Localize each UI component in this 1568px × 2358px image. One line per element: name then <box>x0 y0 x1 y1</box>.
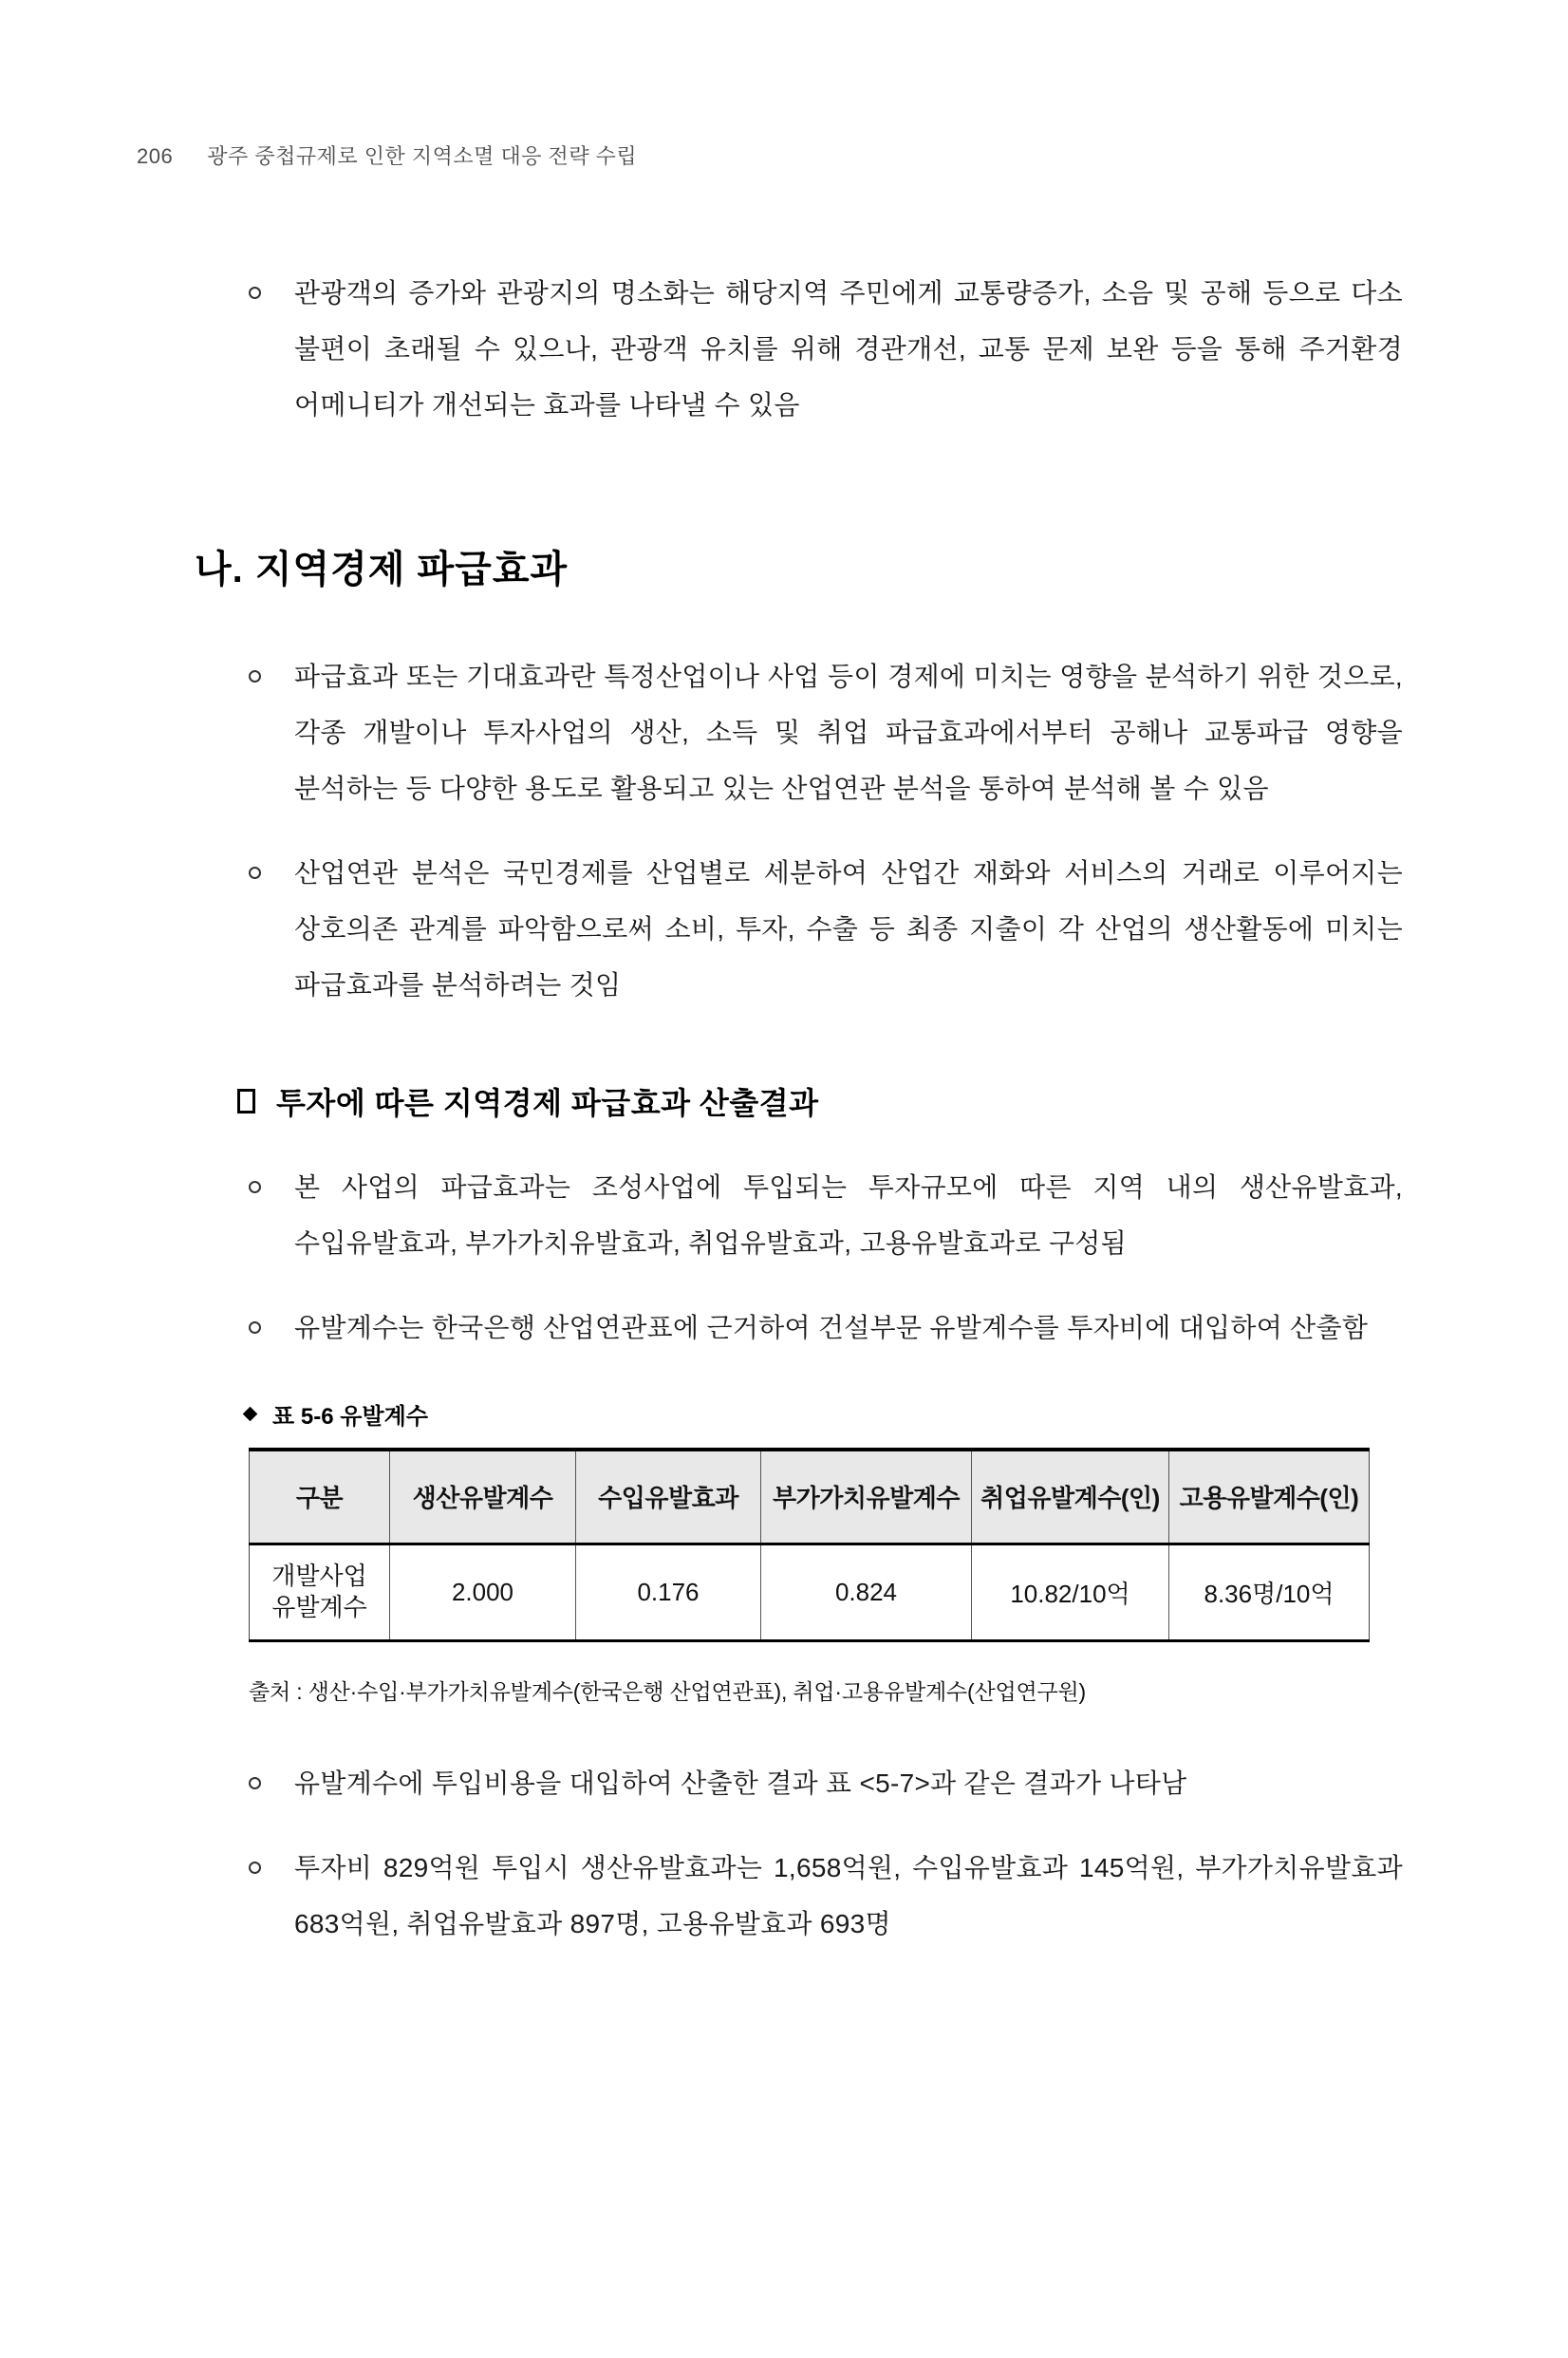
coefficient-table <box>249 1448 1370 1642</box>
bullet-text: 유발계수는 한국은행 산업연관표에 근거하여 건설부문 유발계수를 투자비에 대입하여 산출함 <box>294 1313 1369 1342</box>
page-content <box>195 265 1403 1952</box>
value-cell: 0.824 <box>761 1544 972 1640</box>
document-page <box>0 140 1568 2358</box>
row-label-line: 개발사업 <box>271 1562 367 1590</box>
bullet-text: 유발계수에 투입비용을 대입하여 산출한 결과 표 <5-7>과 같은 결과가 나타남 <box>294 1768 1187 1798</box>
circle-bullet-icon <box>249 1181 261 1193</box>
table-header-row <box>250 1450 1370 1544</box>
document-title: 광주 중첩규제로 인한 지역소멸 대응 전략 수립 <box>207 144 638 168</box>
diamond-bullet-icon <box>243 1407 258 1422</box>
circle-bullet-icon <box>249 1777 261 1789</box>
column-header: 부가가치유발계수 <box>761 1450 972 1544</box>
row-label-line: 유발계수 <box>271 1593 367 1621</box>
bullet-item <box>249 845 1403 1013</box>
column-header: 생산유발계수 <box>390 1450 576 1544</box>
circle-bullet-icon <box>249 1862 261 1874</box>
table-source-note: 출처 : 생산·수입·부가가치유발계수(한국은행 산업연관표), 취업·고용유발계수(산업연구원) <box>249 1678 1087 1704</box>
value-cell: 10.82/10억 <box>972 1544 1169 1640</box>
bullet-text: 본 사업의 파급효과는 조성사업에 투입되는 투자규모에 따른 지역 내의 생산유발효과, 수입유발효과, 부가가치유발효과, 취업유발효과, 고용유발효과로 구성됨 <box>294 1172 1403 1258</box>
value-cell: 0.176 <box>576 1544 761 1640</box>
page-number: 206 <box>137 144 174 168</box>
table-caption-text: 표 5-6 유발계수 <box>272 1404 428 1430</box>
table-row <box>250 1544 1370 1640</box>
column-header: 수입유발효과 <box>576 1450 761 1544</box>
bullet-text: 산업연관 분석은 국민경제를 산업별로 세분하여 산업간 재화와 서비스의 거래로 이루어지는 상호의존 관계를 파악함으로써 소비, 투자, 수출 등 최종 지출이 각 산업의 생산활동에 미치는 파급효과를 분석하려는 것임 <box>294 858 1403 1000</box>
bullet-text: 투자비 829억원 투입시 생산유발효과는 1,658억원, 수입유발효과 145억원, 부가가치유발효과 683억원, 취업유발효과 897명, 고용유발효과 693명 <box>294 1852 1403 1938</box>
section-heading: 나. 지역경제 파급효과 <box>195 549 569 590</box>
subsection-heading-text: 투자에 따른 지역경제 파급효과 산출결과 <box>276 1086 819 1120</box>
bullet-text: 관광객의 증가와 관광지의 명소화는 해당지역 주민에게 교통량증가, 소음 및 공해 등으로 다소 불편이 초래될 수 있으나, 관광객 유치를 위해 경관개선, 교통 문제 보완 등을 통해 주거환경 어메니티가 개선되는 효과를 나타낼 수 있음 <box>294 278 1403 420</box>
bullet-item <box>249 1300 1403 1356</box>
circle-bullet-icon <box>249 287 261 299</box>
circle-bullet-icon <box>249 670 261 683</box>
circle-bullet-icon <box>249 867 261 879</box>
bullet-item <box>249 265 1403 433</box>
bullet-text: 파급효과 또는 기대효과란 특정산업이나 사업 등이 경제에 미치는 영향을 분석하기 위한 것으로, 각종 개발이나 투자사업의 생산, 소득 및 취업 파급효과에서부터 공해나 교통파급 영향을 분석하는 등 다양한 용도로 활용되고 있는 산업연관 분석을 통하여 분석해 볼 수 있음 <box>294 662 1403 803</box>
circle-bullet-icon <box>249 1321 261 1334</box>
table-caption <box>245 1397 1403 1431</box>
column-header: 구분 <box>250 1450 390 1544</box>
bullet-item <box>249 1159 1403 1271</box>
square-bullet-icon <box>237 1089 255 1114</box>
bullet-item <box>249 1840 1403 1952</box>
subsection-heading <box>237 1079 1403 1123</box>
running-head <box>137 140 1568 170</box>
bullet-item <box>249 648 1403 816</box>
value-cell: 2.000 <box>390 1544 576 1640</box>
value-cell: 8.36명/10억 <box>1169 1544 1370 1640</box>
column-header: 고용유발계수(인) <box>1169 1450 1370 1544</box>
bullet-item <box>249 1755 1403 1811</box>
row-label-cell <box>250 1544 390 1640</box>
column-header: 취업유발계수(인) <box>972 1450 1169 1544</box>
